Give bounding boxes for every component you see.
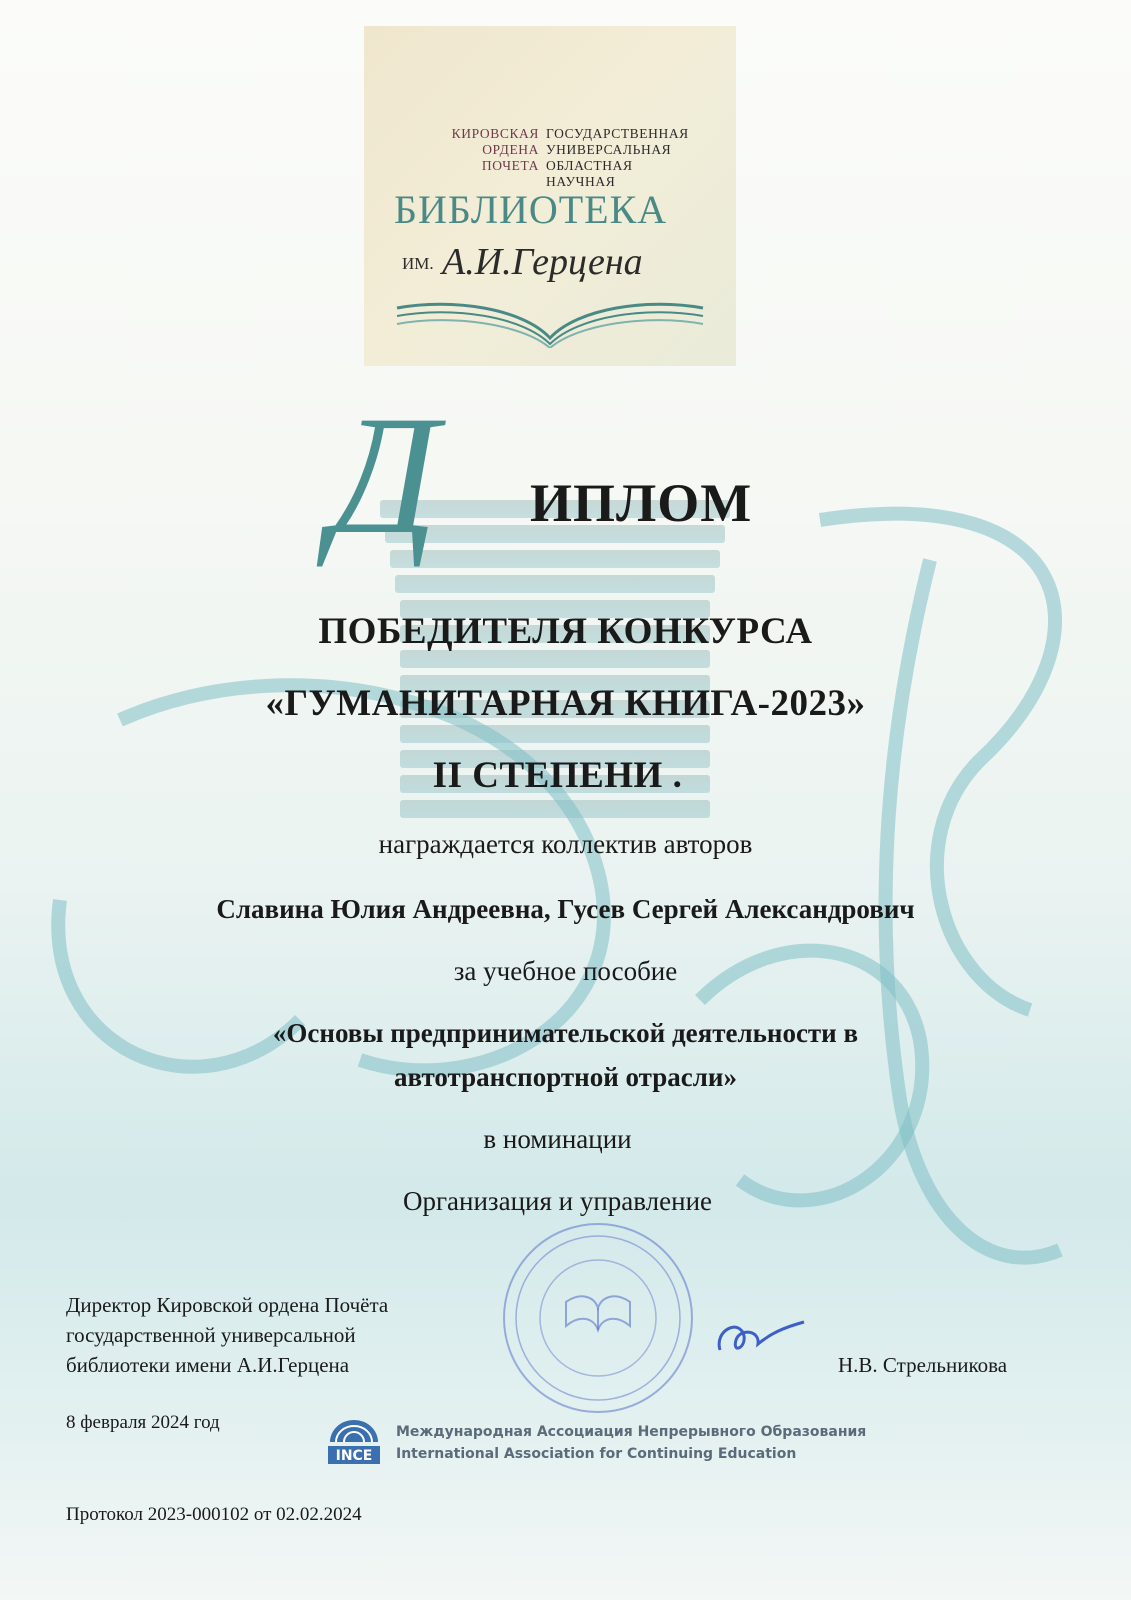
for-text: за учебное пособие: [453, 956, 678, 986]
heading-degree: II СТЕПЕНИ .: [432, 755, 683, 796]
logo-right-text: [546, 126, 689, 190]
logo-right-line4: НАУЧНАЯ: [546, 174, 616, 189]
open-book-icon: [392, 298, 708, 348]
logo-herzen-name: А.И.Герцена: [442, 241, 643, 283]
ince-association-name: [396, 1421, 866, 1465]
ince-name-ru: Международная Ассоциация Непрерывного Образования: [396, 1424, 867, 1440]
title-initial: Д: [330, 381, 439, 569]
logo-left-line2: ОРДЕНА ПОЧЕТА: [481, 142, 539, 173]
diploma-title: [330, 381, 790, 570]
issue-date: 8 февраля 2024 год: [66, 1412, 220, 1433]
director-line2: государственной универсальной: [66, 1323, 356, 1347]
ince-name-en: International Association for Continuing Education: [396, 1446, 797, 1462]
logo-left-line1: КИРОВСКАЯ: [451, 126, 539, 141]
director-line1: Директор Кировской ордена Почёта: [66, 1293, 389, 1317]
protocol-number: Протокол 2023-000102 от 02.02.2024: [66, 1504, 362, 1525]
logo-left-text: [424, 126, 539, 174]
ince-logo-icon: [324, 1416, 384, 1466]
logo-right-line1: ГОСУДАРСТВЕННАЯ: [546, 126, 689, 141]
director-line3: библиотеки имени А.И.Герцена: [66, 1353, 350, 1377]
nomination-name: Организация и управление: [402, 1186, 713, 1216]
library-logo: [364, 26, 736, 366]
title-rest: ИПЛОМ: [530, 473, 753, 533]
signer-name: Н.В. Стрельникова: [838, 1353, 1008, 1377]
authors-names: Славина Юлия Андреевна, Гусев Сергей Александрович: [216, 894, 915, 924]
awarded-text: награждается коллектив авторов: [378, 829, 753, 859]
logo-library-word: БИБЛИОТЕКА: [394, 187, 668, 232]
director-signature: [710, 1310, 810, 1370]
book-title-line2: автотранспортной отрасли»: [394, 1062, 737, 1092]
heading-winner: ПОБЕДИТЕЛЯ КОНКУРСА: [318, 611, 813, 652]
logo-im: ИМ.: [402, 254, 434, 273]
logo-right-line3: ОБЛАСТНАЯ: [546, 158, 633, 173]
ince-abbr: INCE: [335, 1448, 373, 1464]
director-position: [66, 1290, 388, 1380]
heading-contest-name: «ГУМАНИТАРНАЯ КНИГА-2023»: [265, 683, 866, 724]
logo-right-line2: УНИВЕРСАЛЬНАЯ: [546, 142, 672, 157]
official-stamp-seal: [498, 1218, 698, 1418]
book-title-line1: «Основы предпринимательской деятельности в: [272, 1018, 859, 1048]
in-nomination-text: в номинации: [483, 1124, 632, 1154]
